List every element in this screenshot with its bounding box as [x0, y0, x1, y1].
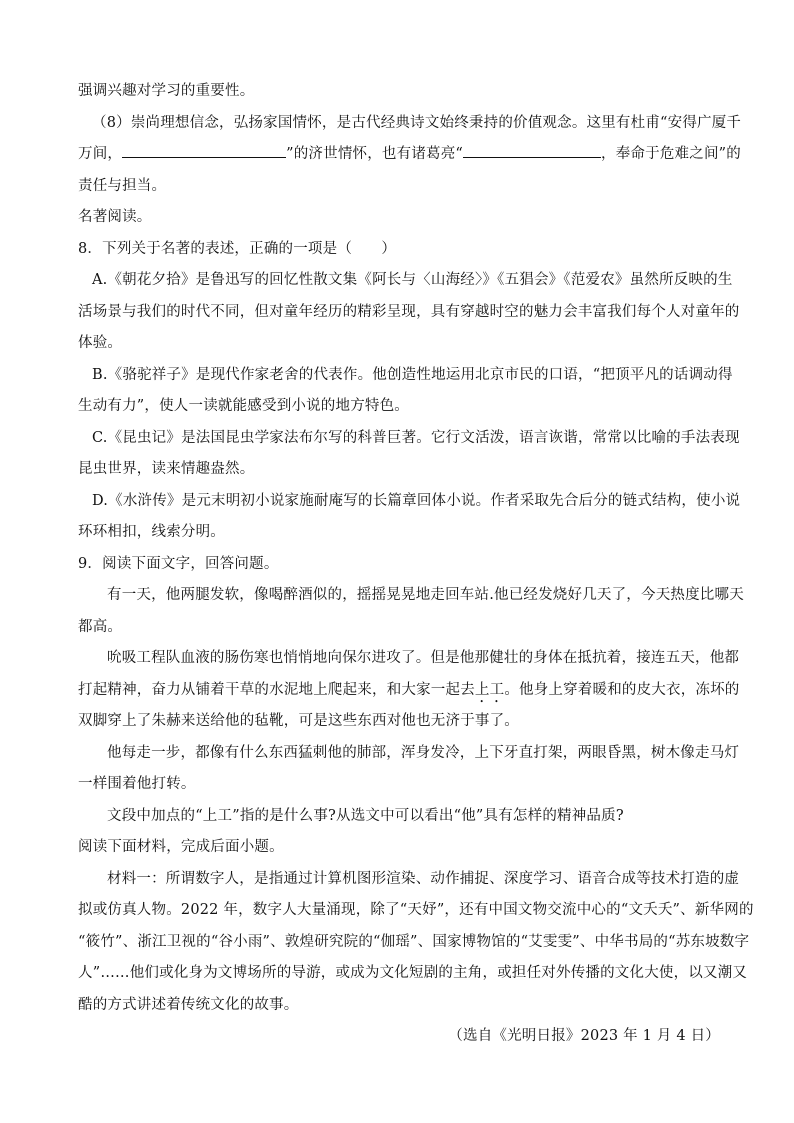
dotted-term: 上工	[474, 681, 505, 698]
question-9-prompt: 文段中加点的“上工”指的是什么事?从选文中可以看出“他”具有怎样的精神品质?	[107, 807, 624, 824]
question-8-stem: 8．下列关于名著的表述，正确的一项是（ ）	[78, 240, 397, 257]
section-heading: 名著阅读。	[78, 209, 152, 225]
text-segment: 万间，	[78, 146, 123, 162]
text-line: 强调兴趣对学习的重要性。	[78, 83, 255, 99]
material-one-cont: “筱竹”、浙江卫视的“谷小雨”、敦煌研究院的“伽瑶”、国家博物馆的“艾雯雯”、中华书局的“苏东坡数字	[78, 933, 750, 950]
text-line: 责任与担当。	[78, 177, 167, 194]
option-c: C.《昆虫记》是法国昆虫学家法布尔写的科普巨著。它行文活泼，语言诙谐，常常以比喻的手法表现	[92, 429, 740, 446]
text-segment: 。他身上穿着暖和的皮大衣，冻坏的	[504, 681, 740, 698]
passage-cont	[78, 675, 740, 707]
passage-cont: 一样围着他打转。	[78, 776, 196, 792]
answer-blank-2[interactable]	[463, 141, 601, 158]
passage-paragraph: 有一天，他两腿发软，像喝醉酒似的，摇摇晃晃地走回车站.他已经发烧好几天了，今天热度比哪天	[107, 587, 744, 603]
option-d: D.《水浒传》是元末明初小说家施耐庵写的长篇章回体小说。作者采取先合后分的链式结构，使小说	[92, 492, 741, 509]
material-one: 材料一：所谓数字人，是指通过计算机图形渲染、动作捕捉、深度学习、语音合成等技术打造的虚	[107, 870, 740, 887]
question-8-poetry: （8）崇尚理想信念，弘扬家国情怀，是古代经典诗文始终秉持的价值观念。这里有杜甫“安得广厦千	[92, 114, 742, 131]
source-citation: （选自《光明日报》2023 年 1 月 4 日）	[448, 1028, 720, 1044]
material-one-cont: 拟或仿真人物。2022 年，数字人大量涌现，除了“天妤”，还有中国文物交流中心的“文夭夭”、新华网的	[78, 902, 754, 918]
answer-blank-1[interactable]	[122, 141, 286, 158]
option-c-cont: 昆虫世界，读来情趣盎然。	[78, 461, 255, 477]
passage-paragraph: 他每走一步，都像有什么东西猛刺他的肺部，浑身发冷，上下牙直打架，两眼昏黑，树木像走马灯	[107, 744, 740, 761]
text-segment: ”的济世情怀，也有诸葛亮“	[286, 146, 464, 162]
passage-cont: 双脚穿上了朱赫来送给他的毡靴，可是这些东西对他也无济于事了。	[78, 713, 519, 729]
material-one-cont: 酷的方式讲述着传统文化的故事。	[78, 996, 299, 1013]
option-a-cont: 体验。	[78, 335, 123, 351]
option-b: B.《骆驼祥子》是现代作家老舍的代表作。他创造性地运用北京市民的口语，“把顶平凡的话调动得	[92, 366, 733, 383]
passage-paragraph: 吮吸工程队血液的肠伤寒也悄悄地向保尔进攻了。但是他那健壮的身体在抵抗着，接连五天，他都	[107, 650, 740, 666]
material-one-cont: 人”……他们或化身为文博场所的导游，或成为文化短剧的主角，或担任对外传播的文化大使，以又潮又	[78, 965, 748, 981]
question-9-stem: 9．阅读下面文字，回答问题。	[78, 555, 279, 572]
text-segment: 打起精神，奋力从铺着干草的水泥地上爬起来，和大家一起去	[78, 681, 475, 698]
document-page	[78, 76, 754, 1053]
option-b-cont: 生动有力”，使人一读就能感受到小说的地方特色。	[78, 398, 410, 414]
option-a-cont: 活场景与我们的时代不同，但对童年经历的精彩呈现，具有穿越时空的魅力会丰富我们每个人对童年的	[78, 303, 740, 320]
reading-instruction: 阅读下面材料，完成后面小题。	[78, 839, 284, 855]
option-a: A.《朝花夕拾》是鲁迅写的回忆性散文集《阿长与〈山海经〉》《五猖会》《范爱农》虽然所反映的生	[92, 272, 733, 288]
text-segment: ，奉命于危难之间”的	[601, 146, 741, 162]
passage-cont: 都高。	[78, 618, 123, 635]
option-d-cont: 环环相扣，线索分明。	[78, 524, 225, 540]
fill-blank-line	[78, 139, 741, 171]
